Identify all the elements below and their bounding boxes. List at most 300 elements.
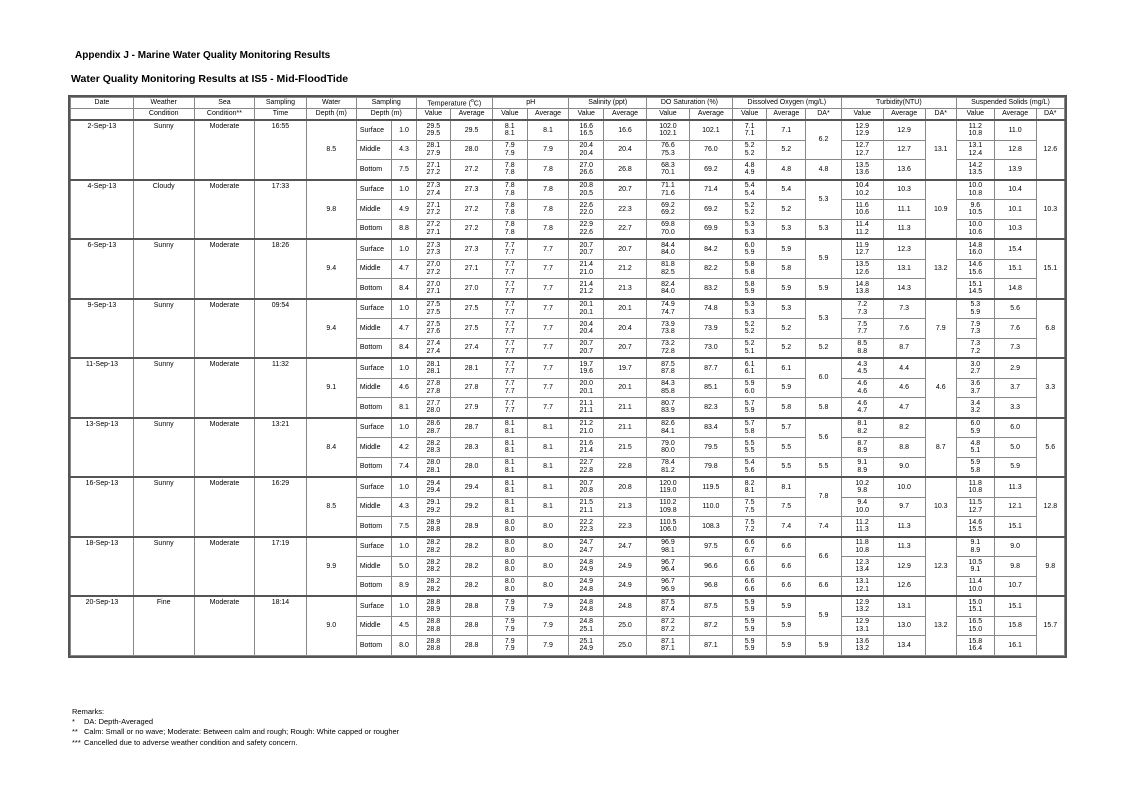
temp-cell-value: 28.9 bbox=[426, 518, 441, 526]
temp-avg-cell: 29.4 bbox=[451, 477, 493, 497]
salinity-cell bbox=[569, 616, 604, 636]
turbidity-cell-value: 12.3 bbox=[855, 558, 870, 566]
temp-cell-value: 27.8 bbox=[426, 387, 441, 395]
suspended-solids-cell-value: 10.0 bbox=[968, 182, 983, 190]
ph-avg-cell: 7.7 bbox=[527, 299, 569, 319]
turbidity-avg-cell: 9.0 bbox=[883, 457, 925, 477]
suspended-solids-cell-value: 12.7 bbox=[968, 506, 983, 514]
ph-cell bbox=[493, 596, 528, 616]
salinity-cell-value: 21.1 bbox=[579, 506, 594, 514]
dissolved-oxygen-cell bbox=[732, 457, 767, 477]
salinity-avg-cell: 19.7 bbox=[604, 358, 647, 378]
do-saturation-cell-value: 70.0 bbox=[661, 228, 675, 236]
depth-cell: 4.9 bbox=[392, 200, 416, 220]
ph-avg-cell: 7.7 bbox=[527, 239, 569, 259]
ph-avg-cell: 7.7 bbox=[527, 319, 569, 339]
level-cell: Bottom bbox=[356, 457, 392, 477]
temp-cell-value: 27.1 bbox=[426, 288, 441, 296]
suspended-solids-cell-value: 15.8 bbox=[968, 637, 983, 645]
turbidity-cell-value: 11.8 bbox=[855, 539, 869, 547]
ph-cell bbox=[493, 418, 528, 438]
ph-cell-value: 7.7 bbox=[504, 320, 515, 328]
salinity-cell-value: 20.5 bbox=[579, 189, 594, 197]
turbidity-cell-value: 4.7 bbox=[857, 407, 868, 415]
suspended-solids-avg-cell: 10.7 bbox=[994, 576, 1036, 596]
salinity-cell-value: 20.4 bbox=[579, 328, 594, 336]
ph-cell bbox=[493, 140, 528, 160]
salinity-cell-value: 21.1 bbox=[579, 407, 594, 415]
dissolved-oxygen-avg-cell: 5.2 bbox=[767, 338, 806, 358]
suspended-solids-cell bbox=[956, 418, 994, 438]
temp-avg-cell: 27.3 bbox=[451, 180, 493, 200]
dissolved-oxygen-cell bbox=[732, 636, 767, 656]
salinity-cell bbox=[569, 557, 604, 577]
suspended-solids-da-cell: 15.7 bbox=[1036, 596, 1064, 655]
suspended-solids-cell-value: 14.5 bbox=[968, 288, 983, 296]
suspended-solids-cell-value: 3.4 bbox=[970, 399, 981, 407]
dissolved-oxygen-cell-value: 6.6 bbox=[744, 558, 755, 566]
dissolved-oxygen-cell bbox=[732, 576, 767, 596]
table-title: Water Quality Monitoring Results at IS5 - Mid-FloodTide bbox=[71, 73, 349, 85]
col-time-sub: Time bbox=[255, 109, 306, 121]
salinity-cell-value: 21.0 bbox=[579, 427, 594, 435]
depth-cell: 8.4 bbox=[392, 338, 416, 358]
ph-cell bbox=[493, 299, 528, 319]
suspended-solids-avg-cell: 9.0 bbox=[994, 537, 1036, 557]
level-cell: Middle bbox=[356, 200, 392, 220]
salinity-avg-cell: 25.0 bbox=[604, 636, 647, 656]
col-do-saturation: DO Saturation (%) bbox=[646, 98, 732, 109]
suspended-solids-cell-value: 5.3 bbox=[970, 301, 981, 309]
salinity-cell-value: 21.2 bbox=[579, 288, 594, 296]
salinity-cell-value: 25.1 bbox=[579, 625, 594, 633]
do-saturation-avg-cell: 96.6 bbox=[689, 557, 732, 577]
col-turbidity: Turbidity(NTU) bbox=[841, 98, 956, 109]
col-depth-sub: Depth (m) bbox=[356, 109, 416, 121]
salinity-cell-value: 24.9 bbox=[579, 645, 594, 653]
col-ph: pH bbox=[493, 98, 569, 109]
ph-cell-value: 8.0 bbox=[504, 539, 515, 547]
salinity-cell bbox=[569, 576, 604, 596]
ph-avg-cell: 7.7 bbox=[527, 338, 569, 358]
do-saturation-cell bbox=[646, 299, 689, 319]
suspended-solids-cell-value: 4.8 bbox=[970, 439, 981, 447]
dissolved-oxygen-da-cell: 7.8 bbox=[806, 477, 842, 517]
dissolved-oxygen-cell-value: 5.8 bbox=[744, 427, 755, 435]
turbidity-cell-value: 12.9 bbox=[855, 130, 870, 138]
suspended-solids-cell-value: 11.4 bbox=[968, 578, 982, 586]
suspended-solids-avg-cell: 16.1 bbox=[994, 636, 1036, 656]
turbidity-da-cell: 12.3 bbox=[925, 537, 956, 597]
salinity-cell-value: 24.7 bbox=[579, 539, 594, 547]
ph-cell-value: 7.7 bbox=[504, 288, 515, 296]
turbidity-cell-value: 13.6 bbox=[855, 637, 870, 645]
turbidity-cell-value: 11.3 bbox=[855, 526, 869, 534]
do-saturation-cell-value: 87.5 bbox=[661, 598, 675, 606]
suspended-solids-cell-value: 7.3 bbox=[970, 340, 981, 348]
turbidity-cell-value: 12.1 bbox=[855, 585, 870, 593]
do-saturation-cell bbox=[646, 398, 689, 418]
temp-cell-value: 28.1 bbox=[426, 368, 441, 376]
do-saturation-cell-value: 96.7 bbox=[661, 578, 675, 586]
ph-avg-cell: 7.8 bbox=[527, 200, 569, 220]
ph-cell bbox=[493, 457, 528, 477]
dissolved-oxygen-cell bbox=[732, 140, 767, 160]
water-quality-table bbox=[70, 97, 1065, 656]
depth-cell: 4.7 bbox=[392, 319, 416, 339]
ph-cell-value: 8.1 bbox=[504, 459, 515, 467]
do-saturation-avg-cell: 82.2 bbox=[689, 259, 732, 279]
suspended-solids-cell-value: 5.9 bbox=[970, 427, 981, 435]
suspended-solids-avg-cell: 5.0 bbox=[994, 438, 1036, 458]
turbidity-cell-value: 10.8 bbox=[855, 546, 870, 554]
do-saturation-cell bbox=[646, 180, 689, 200]
sub-average: Average bbox=[604, 109, 647, 121]
do-saturation-cell-value: 119.0 bbox=[659, 487, 677, 495]
ph-cell-value: 7.7 bbox=[504, 347, 515, 355]
remark-item: ** Calm: Small or no wave; Moderate: Between calm and rough; Rough: White capped or rougher bbox=[72, 727, 400, 737]
suspended-solids-cell bbox=[956, 557, 994, 577]
suspended-solids-cell-value: 10.8 bbox=[968, 487, 983, 495]
salinity-cell-value: 21.0 bbox=[579, 268, 594, 276]
header-row-2 bbox=[71, 109, 1065, 121]
level-cell: Surface bbox=[356, 239, 392, 259]
salinity-avg-cell: 20.1 bbox=[604, 378, 647, 398]
temp-cell-value: 28.8 bbox=[426, 598, 441, 606]
turbidity-cell-value: 8.1 bbox=[857, 420, 868, 428]
turbidity-cell bbox=[841, 636, 883, 656]
dissolved-oxygen-cell-value: 5.3 bbox=[744, 308, 755, 316]
suspended-solids-cell bbox=[956, 120, 994, 140]
suspended-solids-cell-value: 12.4 bbox=[968, 149, 983, 157]
temp-cell-value: 28.2 bbox=[426, 558, 441, 566]
turbidity-avg-cell: 4.6 bbox=[883, 378, 925, 398]
dissolved-oxygen-avg-cell: 5.9 bbox=[767, 239, 806, 259]
do-saturation-cell-value: 83.9 bbox=[661, 407, 675, 415]
suspended-solids-cell-value: 7.9 bbox=[970, 320, 981, 328]
suspended-solids-cell-value: 6.0 bbox=[970, 420, 981, 428]
turbidity-cell-value: 7.3 bbox=[857, 308, 868, 316]
depth-cell: 1.0 bbox=[392, 418, 416, 438]
dissolved-oxygen-cell-value: 5.9 bbox=[744, 407, 755, 415]
temp-cell-value: 27.1 bbox=[426, 201, 441, 209]
col-dissolved-oxygen: Dissolved Oxygen (mg/L) bbox=[732, 98, 841, 109]
time-cell: 18:14 bbox=[255, 596, 306, 655]
suspended-solids-da-cell: 3.3 bbox=[1036, 358, 1064, 418]
dissolved-oxygen-avg-cell: 5.3 bbox=[767, 219, 806, 239]
do-saturation-cell bbox=[646, 259, 689, 279]
suspended-solids-cell bbox=[956, 636, 994, 656]
ph-cell-value: 7.7 bbox=[504, 340, 515, 348]
sea-cell: Moderate bbox=[194, 596, 255, 655]
turbidity-cell-value: 10.0 bbox=[855, 506, 870, 514]
dissolved-oxygen-da-cell: 5.6 bbox=[806, 418, 842, 458]
turbidity-avg-cell: 11.1 bbox=[883, 200, 925, 220]
level-cell: Bottom bbox=[356, 576, 392, 596]
salinity-cell bbox=[569, 299, 604, 319]
dissolved-oxygen-da-cell: 6.2 bbox=[806, 120, 842, 160]
do-saturation-cell bbox=[646, 596, 689, 616]
ph-cell-value: 8.0 bbox=[504, 585, 515, 593]
do-saturation-cell-value: 76.6 bbox=[661, 142, 675, 150]
suspended-solids-cell-value: 10.5 bbox=[968, 209, 983, 217]
col-water: Water bbox=[306, 98, 356, 109]
turbidity-cell-value: 8.8 bbox=[857, 347, 868, 355]
turbidity-cell bbox=[841, 378, 883, 398]
do-saturation-cell bbox=[646, 378, 689, 398]
suspended-solids-cell-value: 15.6 bbox=[968, 268, 983, 276]
ph-cell-value: 7.7 bbox=[504, 380, 515, 388]
do-saturation-cell bbox=[646, 140, 689, 160]
do-saturation-avg-cell: 110.0 bbox=[689, 497, 732, 517]
salinity-cell-value: 19.6 bbox=[579, 368, 594, 376]
dissolved-oxygen-da-bottom-cell: 5.5 bbox=[806, 457, 842, 477]
turbidity-cell-value: 13.5 bbox=[855, 261, 870, 269]
col-temperature: Temperature ($^o$C) bbox=[416, 98, 492, 109]
temp-cell-value: 27.1 bbox=[426, 161, 441, 169]
ph-cell bbox=[493, 239, 528, 259]
dissolved-oxygen-cell-value: 5.9 bbox=[744, 645, 755, 653]
turbidity-cell-value: 13.1 bbox=[855, 578, 870, 586]
do-saturation-cell-value: 73.9 bbox=[661, 320, 675, 328]
do-saturation-cell bbox=[646, 120, 689, 140]
temp-cell bbox=[416, 517, 451, 537]
do-saturation-cell-value: 110.2 bbox=[659, 499, 677, 507]
ph-cell-value: 7.7 bbox=[504, 261, 515, 269]
turbidity-cell bbox=[841, 140, 883, 160]
time-cell: 17:19 bbox=[255, 537, 306, 597]
ph-cell bbox=[493, 497, 528, 517]
dissolved-oxygen-avg-cell: 7.5 bbox=[767, 497, 806, 517]
temp-cell bbox=[416, 140, 451, 160]
ph-avg-cell: 7.8 bbox=[527, 180, 569, 200]
sub-average: Average bbox=[689, 109, 732, 121]
turbidity-avg-cell: 13.1 bbox=[883, 259, 925, 279]
do-saturation-cell-value: 87.8 bbox=[661, 368, 675, 376]
dissolved-oxygen-da-bottom-cell: 5.9 bbox=[806, 636, 842, 656]
temp-cell-value: 28.0 bbox=[426, 459, 441, 467]
do-saturation-avg-cell: 108.3 bbox=[689, 517, 732, 537]
temp-cell-value: 28.8 bbox=[426, 618, 441, 626]
date-cell: 6-Sep-13 bbox=[71, 239, 134, 299]
ph-avg-cell: 8.0 bbox=[527, 557, 569, 577]
temp-cell-value: 28.2 bbox=[426, 566, 441, 574]
do-saturation-avg-cell: 87.5 bbox=[689, 596, 732, 616]
suspended-solids-cell bbox=[956, 160, 994, 180]
depth-cell: 4.2 bbox=[392, 438, 416, 458]
salinity-cell-value: 25.1 bbox=[579, 637, 594, 645]
sub-value: Value bbox=[956, 109, 994, 121]
salinity-avg-cell: 22.3 bbox=[604, 200, 647, 220]
do-saturation-cell-value: 87.1 bbox=[661, 645, 675, 653]
level-cell: Middle bbox=[356, 438, 392, 458]
temp-cell-value: 27.1 bbox=[426, 228, 441, 236]
ph-avg-cell: 7.7 bbox=[527, 398, 569, 418]
turbidity-cell-value: 4.6 bbox=[857, 399, 868, 407]
depth-cell: 1.0 bbox=[392, 299, 416, 319]
suspended-solids-cell bbox=[956, 219, 994, 239]
do-saturation-avg-cell: 79.8 bbox=[689, 457, 732, 477]
table-row bbox=[71, 180, 1065, 200]
suspended-solids-cell bbox=[956, 140, 994, 160]
water-depth-cell: 8.5 bbox=[306, 477, 356, 537]
dissolved-oxygen-avg-cell: 5.3 bbox=[767, 299, 806, 319]
ph-avg-cell: 8.0 bbox=[527, 576, 569, 596]
ph-cell bbox=[493, 180, 528, 200]
dissolved-oxygen-cell-value: 5.9 bbox=[744, 380, 755, 388]
ph-cell-value: 7.7 bbox=[504, 368, 515, 376]
suspended-solids-cell bbox=[956, 596, 994, 616]
suspended-solids-avg-cell: 2.9 bbox=[994, 358, 1036, 378]
suspended-solids-avg-cell: 10.4 bbox=[994, 180, 1036, 200]
do-saturation-cell bbox=[646, 636, 689, 656]
ph-cell bbox=[493, 398, 528, 418]
depth-cell: 1.0 bbox=[392, 358, 416, 378]
dissolved-oxygen-cell-value: 5.6 bbox=[744, 466, 755, 474]
turbidity-avg-cell: 8.7 bbox=[883, 338, 925, 358]
temp-cell bbox=[416, 497, 451, 517]
temp-cell bbox=[416, 596, 451, 616]
sea-cell: Moderate bbox=[194, 239, 255, 299]
do-saturation-cell-value: 78.4 bbox=[661, 459, 675, 467]
ph-cell-value: 7.7 bbox=[504, 241, 515, 249]
temp-cell-value: 28.2 bbox=[426, 578, 441, 586]
salinity-cell-value: 22.9 bbox=[579, 221, 594, 229]
turbidity-cell bbox=[841, 557, 883, 577]
salinity-cell bbox=[569, 279, 604, 299]
level-cell: Bottom bbox=[356, 160, 392, 180]
temp-avg-cell: 28.7 bbox=[451, 418, 493, 438]
ph-cell bbox=[493, 517, 528, 537]
do-saturation-cell-value: 102.1 bbox=[659, 130, 677, 138]
suspended-solids-cell-value: 3.2 bbox=[970, 407, 981, 415]
salinity-cell-value: 24.8 bbox=[579, 598, 594, 606]
level-cell: Bottom bbox=[356, 636, 392, 656]
suspended-solids-avg-cell: 6.0 bbox=[994, 418, 1036, 438]
water-depth-cell: 9.9 bbox=[306, 537, 356, 597]
turbidity-avg-cell: 10.3 bbox=[883, 180, 925, 200]
suspended-solids-cell-value: 3.6 bbox=[970, 380, 981, 388]
temp-cell bbox=[416, 299, 451, 319]
do-saturation-cell-value: 110.5 bbox=[659, 518, 677, 526]
temp-avg-cell: 27.9 bbox=[451, 398, 493, 418]
depth-cell: 4.7 bbox=[392, 259, 416, 279]
suspended-solids-cell-value: 11.5 bbox=[968, 499, 982, 507]
turbidity-avg-cell: 12.6 bbox=[883, 576, 925, 596]
turbidity-cell-value: 12.9 bbox=[855, 618, 870, 626]
salinity-cell-value: 16.5 bbox=[579, 130, 594, 138]
do-saturation-avg-cell: 73.9 bbox=[689, 319, 732, 339]
turbidity-avg-cell: 12.9 bbox=[883, 120, 925, 140]
suspended-solids-cell bbox=[956, 477, 994, 497]
turbidity-avg-cell: 4.4 bbox=[883, 358, 925, 378]
turbidity-avg-cell: 9.7 bbox=[883, 497, 925, 517]
dissolved-oxygen-cell bbox=[732, 438, 767, 458]
turbidity-cell-value: 9.4 bbox=[857, 499, 868, 507]
time-cell: 09:54 bbox=[255, 299, 306, 359]
level-cell: Surface bbox=[356, 477, 392, 497]
turbidity-da-cell: 7.9 bbox=[925, 299, 956, 359]
temp-avg-cell: 28.8 bbox=[451, 636, 493, 656]
depth-cell: 7.4 bbox=[392, 457, 416, 477]
ph-cell bbox=[493, 616, 528, 636]
suspended-solids-cell-value: 15.1 bbox=[968, 606, 983, 614]
salinity-cell-value: 21.1 bbox=[579, 399, 594, 407]
ph-cell-value: 7.7 bbox=[504, 399, 515, 407]
ph-cell-value: 8.0 bbox=[504, 566, 515, 574]
dissolved-oxygen-avg-cell: 5.9 bbox=[767, 636, 806, 656]
do-saturation-cell-value: 75.3 bbox=[661, 149, 675, 157]
turbidity-cell-value: 8.7 bbox=[857, 439, 868, 447]
ph-cell-value: 8.1 bbox=[504, 506, 515, 514]
sub-average: Average bbox=[883, 109, 925, 121]
dissolved-oxygen-cell-value: 5.3 bbox=[744, 221, 755, 229]
ph-avg-cell: 7.7 bbox=[527, 279, 569, 299]
salinity-avg-cell: 20.7 bbox=[604, 239, 647, 259]
dissolved-oxygen-cell bbox=[732, 120, 767, 140]
salinity-avg-cell: 21.1 bbox=[604, 398, 647, 418]
dissolved-oxygen-avg-cell: 7.4 bbox=[767, 517, 806, 537]
dissolved-oxygen-cell-value: 5.2 bbox=[744, 209, 755, 217]
turbidity-avg-cell: 11.3 bbox=[883, 537, 925, 557]
level-cell: Middle bbox=[356, 378, 392, 398]
temp-avg-cell: 28.1 bbox=[451, 358, 493, 378]
turbidity-cell-value: 10.4 bbox=[855, 182, 870, 190]
dissolved-oxygen-da-bottom-cell: 5.8 bbox=[806, 398, 842, 418]
dissolved-oxygen-da-bottom-cell: 5.3 bbox=[806, 219, 842, 239]
dissolved-oxygen-avg-cell: 5.9 bbox=[767, 279, 806, 299]
turbidity-cell-value: 4.5 bbox=[857, 368, 868, 376]
turbidity-cell-value: 11.6 bbox=[855, 201, 869, 209]
ph-cell bbox=[493, 120, 528, 140]
turbidity-avg-cell: 10.0 bbox=[883, 477, 925, 497]
dissolved-oxygen-avg-cell: 6.6 bbox=[767, 537, 806, 557]
turbidity-cell-value: 10.2 bbox=[855, 189, 870, 197]
dissolved-oxygen-cell-value: 5.2 bbox=[744, 142, 755, 150]
do-saturation-avg-cell: 87.7 bbox=[689, 358, 732, 378]
level-cell: Surface bbox=[356, 358, 392, 378]
dissolved-oxygen-cell-value: 5.8 bbox=[744, 268, 755, 276]
do-saturation-cell bbox=[646, 239, 689, 259]
temp-cell-value: 27.7 bbox=[426, 399, 441, 407]
turbidity-cell bbox=[841, 517, 883, 537]
turbidity-cell bbox=[841, 200, 883, 220]
temp-cell bbox=[416, 259, 451, 279]
level-cell: Middle bbox=[356, 319, 392, 339]
weather-cell: Cloudy bbox=[133, 180, 194, 240]
depth-cell: 1.0 bbox=[392, 120, 416, 140]
dissolved-oxygen-cell-value: 6.7 bbox=[744, 546, 755, 554]
temp-avg-cell: 29.2 bbox=[451, 497, 493, 517]
ph-cell bbox=[493, 279, 528, 299]
ph-cell-value: 7.7 bbox=[504, 328, 515, 336]
ph-cell-value: 7.9 bbox=[504, 637, 515, 645]
salinity-cell-value: 20.7 bbox=[579, 340, 594, 348]
dissolved-oxygen-cell-value: 6.6 bbox=[744, 566, 755, 574]
level-cell: Surface bbox=[356, 537, 392, 557]
dissolved-oxygen-cell-value: 7.5 bbox=[744, 506, 755, 514]
depth-cell: 1.0 bbox=[392, 596, 416, 616]
do-saturation-cell bbox=[646, 319, 689, 339]
suspended-solids-da-cell: 6.8 bbox=[1036, 299, 1064, 359]
temp-avg-cell: 27.1 bbox=[451, 259, 493, 279]
dissolved-oxygen-cell bbox=[732, 299, 767, 319]
do-saturation-cell-value: 82.5 bbox=[661, 268, 675, 276]
table-row bbox=[71, 596, 1065, 616]
salinity-cell-value: 20.1 bbox=[579, 301, 594, 309]
dissolved-oxygen-cell bbox=[732, 200, 767, 220]
suspended-solids-avg-cell: 12.1 bbox=[994, 497, 1036, 517]
